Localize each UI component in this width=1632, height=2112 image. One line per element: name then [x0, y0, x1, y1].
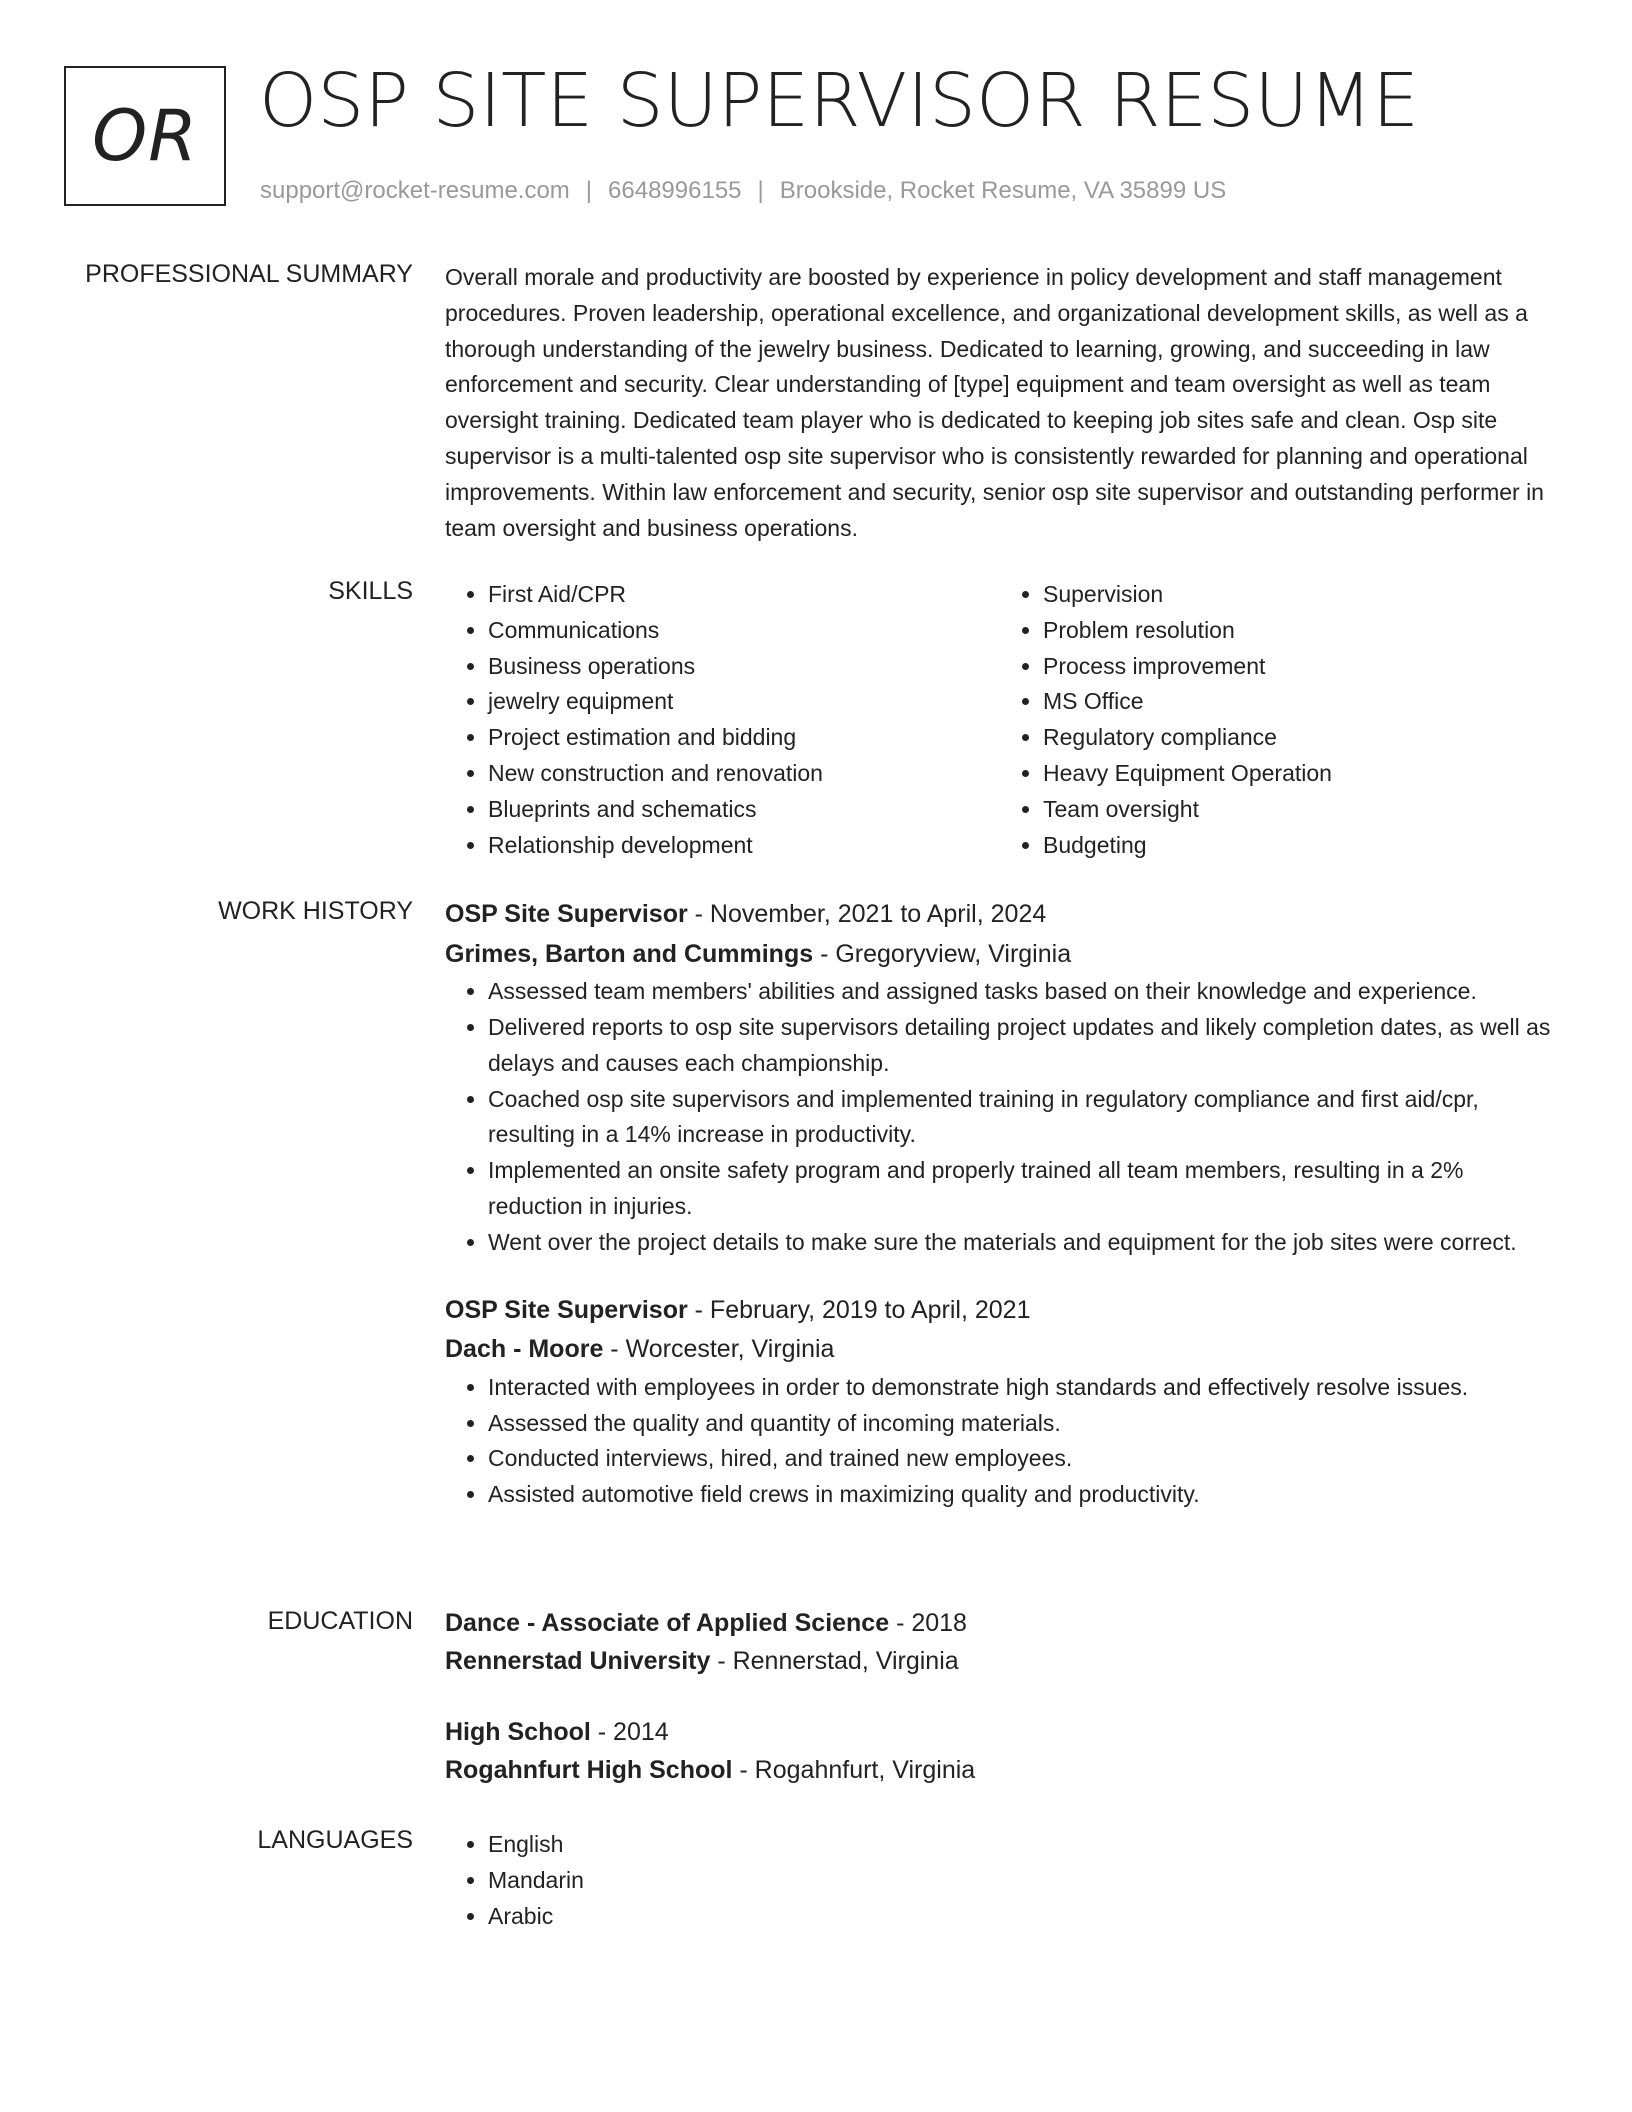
- skill-item: • MS Office: [1043, 684, 1555, 720]
- skill-item: • jewelry equipment: [488, 684, 1000, 720]
- skills-list-left: [445, 577, 1000, 863]
- job-bullet: • Conducted interviews, hired, and trained new employees.: [488, 1441, 1555, 1477]
- skill-item: • Problem resolution: [1043, 613, 1555, 649]
- skill-item: • Heavy Equipment Operation: [1043, 756, 1555, 792]
- job-bullet: • Assessed the quality and quantity of incoming materials.: [488, 1406, 1555, 1442]
- languages-list: [445, 1827, 1555, 1934]
- language-item: • English: [488, 1827, 1555, 1863]
- education-degree-line: [445, 1605, 1555, 1643]
- skill-item: • Budgeting: [1043, 828, 1555, 864]
- education-entry: [445, 1714, 1555, 1789]
- job-title-line: [445, 1291, 1555, 1331]
- job-bullet: • Implemented an onsite safety program and properly trained all team members, resulting in a 2% reduction in injuries.: [488, 1153, 1555, 1225]
- education-school: Rogahnfurt High School: [445, 1755, 733, 1784]
- monogram-badge: [64, 66, 226, 206]
- skill-item: • Supervision: [1043, 577, 1555, 613]
- skill-item: • Process improvement: [1043, 649, 1555, 685]
- job-title-line: [445, 895, 1555, 935]
- skill-item: • Regulatory compliance: [1043, 720, 1555, 756]
- contact-phone: 6648996155: [608, 177, 742, 204]
- job-entry: [445, 1291, 1555, 1513]
- education-degree-line: [445, 1714, 1555, 1752]
- education-location: - Rennerstad, Virginia: [710, 1646, 959, 1675]
- summary-body: [445, 260, 1555, 546]
- job-bullet: • Delivered reports to osp site supervisors detailing project updates and likely completion dates, as well as delays and causes each championship.: [488, 1010, 1555, 1082]
- language-item: • Arabic: [488, 1899, 1555, 1935]
- education-school-line: [445, 1752, 1555, 1790]
- job-location: - Gregoryview, Virginia: [813, 939, 1072, 968]
- language-item: • Mandarin: [488, 1863, 1555, 1899]
- languages-label: LANGUAGES: [257, 1826, 413, 1854]
- contact-separator: |: [585, 177, 593, 204]
- job-bullet: • Interacted with employees in order to demonstrate high standards and effectively resolve issues.: [488, 1370, 1555, 1406]
- job-company-line: [445, 1330, 1555, 1370]
- contact-address: Brookside, Rocket Resume, VA 35899 US: [779, 177, 1227, 204]
- job-company: Dach - Moore: [445, 1335, 604, 1364]
- education-location: - Rogahnfurt, Virginia: [732, 1755, 976, 1784]
- skill-item: • Project estimation and bidding: [488, 720, 1000, 756]
- skill-item: • Business operations: [488, 649, 1000, 685]
- job-entry: [445, 895, 1555, 1261]
- summary-label: PROFESSIONAL SUMMARY: [85, 260, 413, 288]
- education-label: EDUCATION: [267, 1607, 413, 1635]
- education-entry: [445, 1605, 1555, 1680]
- work-history-body: [445, 895, 1555, 1513]
- job-company-line: [445, 935, 1555, 975]
- job-location: - Worcester, Virginia: [603, 1335, 835, 1364]
- skill-item: • Team oversight: [1043, 792, 1555, 828]
- education-year: - 2014: [590, 1718, 669, 1746]
- job-dates: - February, 2019 to April, 2021: [687, 1295, 1031, 1324]
- languages-body: [445, 1827, 1555, 1934]
- job-dates: - November, 2021 to April, 2024: [687, 900, 1047, 928]
- education-degree: Dance - Associate of Applied Science: [445, 1609, 890, 1637]
- job-company: Grimes, Barton and Cummings: [445, 939, 814, 968]
- skill-item: • Communications: [488, 613, 1000, 649]
- skills-list-right: [1000, 577, 1555, 863]
- job-bullet: • Coached osp site supervisors and implemented training in regulatory compliance and first aid/cpr, resulting in a 14% increase in productivity.: [488, 1082, 1555, 1154]
- summary-text: Overall morale and productivity are boosted by experience in policy development and staff management procedures. Proven leadership, operational excellence, and organizational development skills, as well as a thorough understanding of the jewelry business. Dedicated to learning, growing, and succeeding in law enforcement and security. Clear understanding of [type] equipment and team oversight as well as team oversight training. Dedicated team player who is dedicated to keeping job sites safe and clean. Osp site supervisor is a multi-talented osp site supervisor who is consistently rewarded for planning and operational improvements. Within law enforcement and security, senior osp site supervisor and outstanding performer in team oversight and business operations.: [445, 264, 1544, 541]
- job-bullets: [445, 974, 1555, 1260]
- education-degree: High School: [445, 1718, 591, 1746]
- job-title: OSP Site Supervisor: [445, 900, 688, 928]
- job-title: OSP Site Supervisor: [445, 1295, 688, 1324]
- education-school: Rennerstad University: [445, 1646, 711, 1675]
- work-history-label: WORK HISTORY: [218, 897, 413, 925]
- job-bullet: • Assessed team members' abilities and assigned tasks based on their knowledge and experience.: [488, 974, 1555, 1010]
- job-bullet: • Assisted automotive field crews in maximizing quality and productivity.: [488, 1477, 1555, 1513]
- resume-title: OSP SITE SUPERVISOR RESUME: [259, 58, 1420, 144]
- skill-item: • Blueprints and schematics: [488, 792, 1000, 828]
- contact-line: [260, 177, 1226, 205]
- contact-separator: |: [757, 177, 764, 204]
- contact-email: support@rocket-resume.com: [260, 177, 570, 204]
- skills-label: SKILLS: [328, 577, 413, 605]
- education-year: - 2018: [889, 1609, 967, 1637]
- skills-body: [445, 577, 1555, 863]
- skill-item: • Relationship development: [488, 828, 1000, 864]
- education-body: [445, 1605, 1555, 1789]
- skill-item: • First Aid/CPR: [488, 577, 1000, 613]
- education-school-line: [445, 1643, 1555, 1681]
- skill-item: • New construction and renovation: [488, 756, 1000, 792]
- monogram-text: OR: [92, 95, 198, 177]
- job-bullet: • Went over the project details to make sure the materials and equipment for the job sites were correct.: [488, 1225, 1555, 1261]
- job-bullets: [445, 1370, 1555, 1513]
